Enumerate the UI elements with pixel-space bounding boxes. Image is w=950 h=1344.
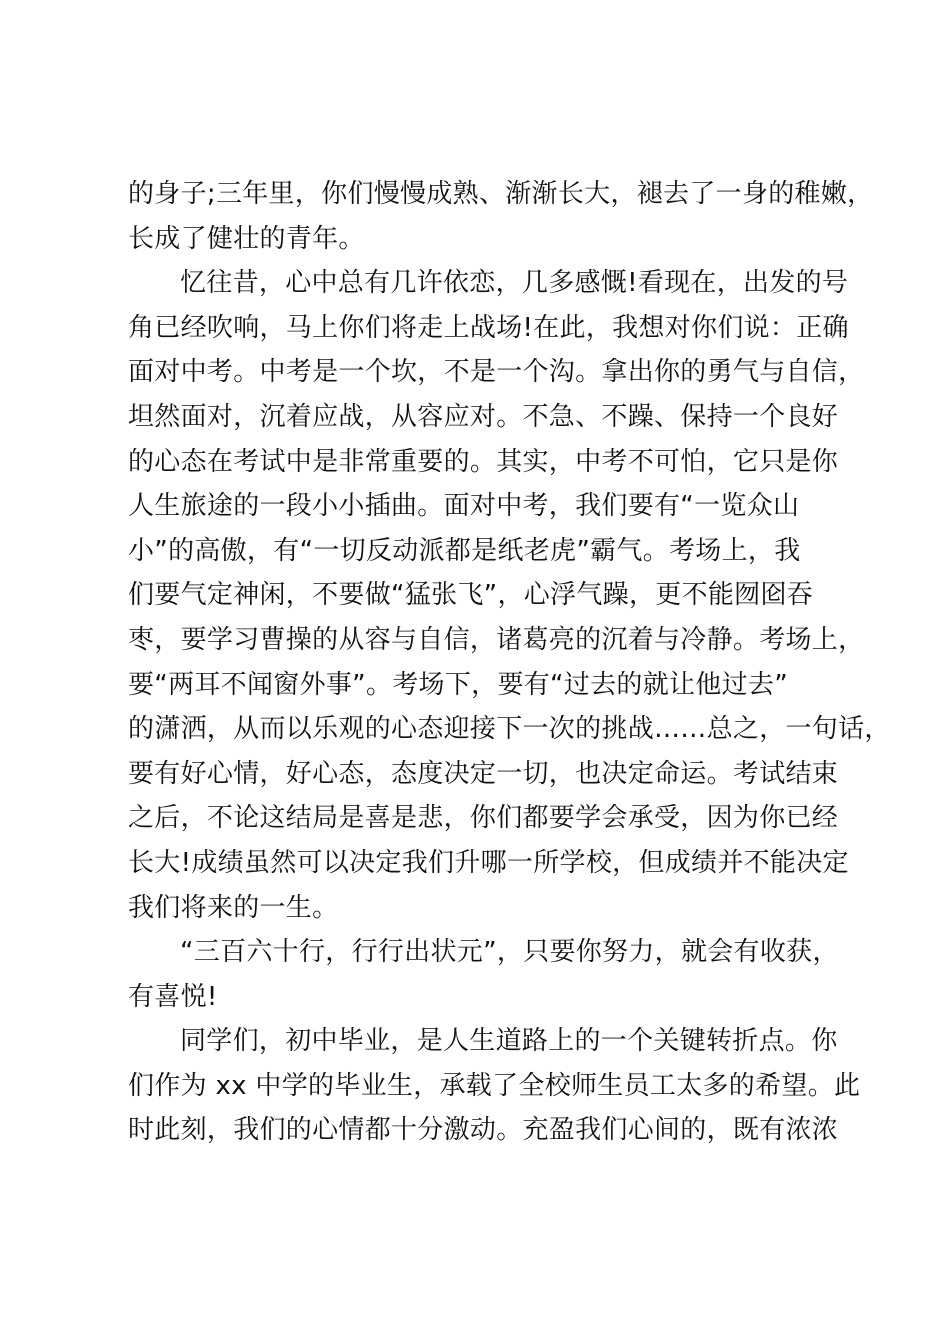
document-body bbox=[128, 172, 891, 1153]
text-line: 人生旅途的一段小小插曲。面对中考，我们要有“一览众山 bbox=[128, 491, 800, 522]
text-line: 的身子;三年里，你们慢慢成熟、渐渐长大，褪去了一身的稚嫩， bbox=[128, 179, 874, 209]
text-line: 枣，要学习曹操的从容与自信，诸葛亮的沉着与冷静。考场上， bbox=[128, 624, 865, 655]
paragraph-3 bbox=[128, 930, 854, 1019]
text-line: 之后，不论这结局是喜是悲，你们都要学会承受，因为你已经 bbox=[128, 803, 839, 834]
text-line: 角已经吹响，马上你们将走上战场!在此，我想对你们说：正确 bbox=[128, 312, 849, 343]
text-line: 我们将来的一生。 bbox=[128, 892, 339, 923]
text-line: 忆往昔，心中总有几许依恋，几多感慨!看现在，出发的号 bbox=[180, 268, 849, 299]
text-line: 时此刻，我们的心情都十分激动。充盈我们心间的，既有浓浓 bbox=[128, 1115, 839, 1146]
text-line: 的潇洒，从而以乐观的心态迎接下一次的挑战……总之，一句话， bbox=[128, 714, 891, 745]
text-line: 的心态在考试中是非常重要的。其实，中考不可怕，它只是你 bbox=[128, 446, 839, 477]
text-line: 们作为 xx 中学的毕业生，承载了全校师生员工太多的希望。此 bbox=[128, 1070, 861, 1101]
paragraph-1 bbox=[128, 172, 874, 261]
paragraph-4 bbox=[128, 1019, 861, 1153]
text-line: 面对中考。中考是一个坎，不是一个沟。拿出你的勇气与自信， bbox=[128, 357, 865, 388]
text-line: 小”的高傲，有“一切反动派都是纸老虎”霸气。考场上，我 bbox=[128, 535, 801, 566]
paragraph-2 bbox=[128, 261, 891, 930]
text-line: 要“两耳不闻窗外事”。考场下，要有“过去的就让他过去” bbox=[128, 669, 788, 700]
text-line: 有喜悦! bbox=[128, 981, 218, 1012]
text-line: “三百六十行，行行出状元”，只要你努力，就会有收获， bbox=[180, 937, 839, 968]
text-line: 同学们，初中毕业，是人生道路上的一个关键转折点。你 bbox=[180, 1026, 838, 1057]
text-line: 坦然面对，沉着应战，从容应对。不急、不躁、保持一个良好 bbox=[128, 401, 839, 432]
text-line: 要有好心情，好心态，态度决定一切，也决定命运。考试结束 bbox=[128, 758, 839, 789]
text-line: 长成了健壮的青年。 bbox=[128, 223, 365, 254]
text-line: 们要气定神闲，不要做“猛张飞”，心浮气躁，更不能囫囵吞 bbox=[128, 580, 814, 611]
text-line: 长大!成绩虽然可以决定我们升哪一所学校，但成绩并不能决定 bbox=[128, 847, 849, 878]
